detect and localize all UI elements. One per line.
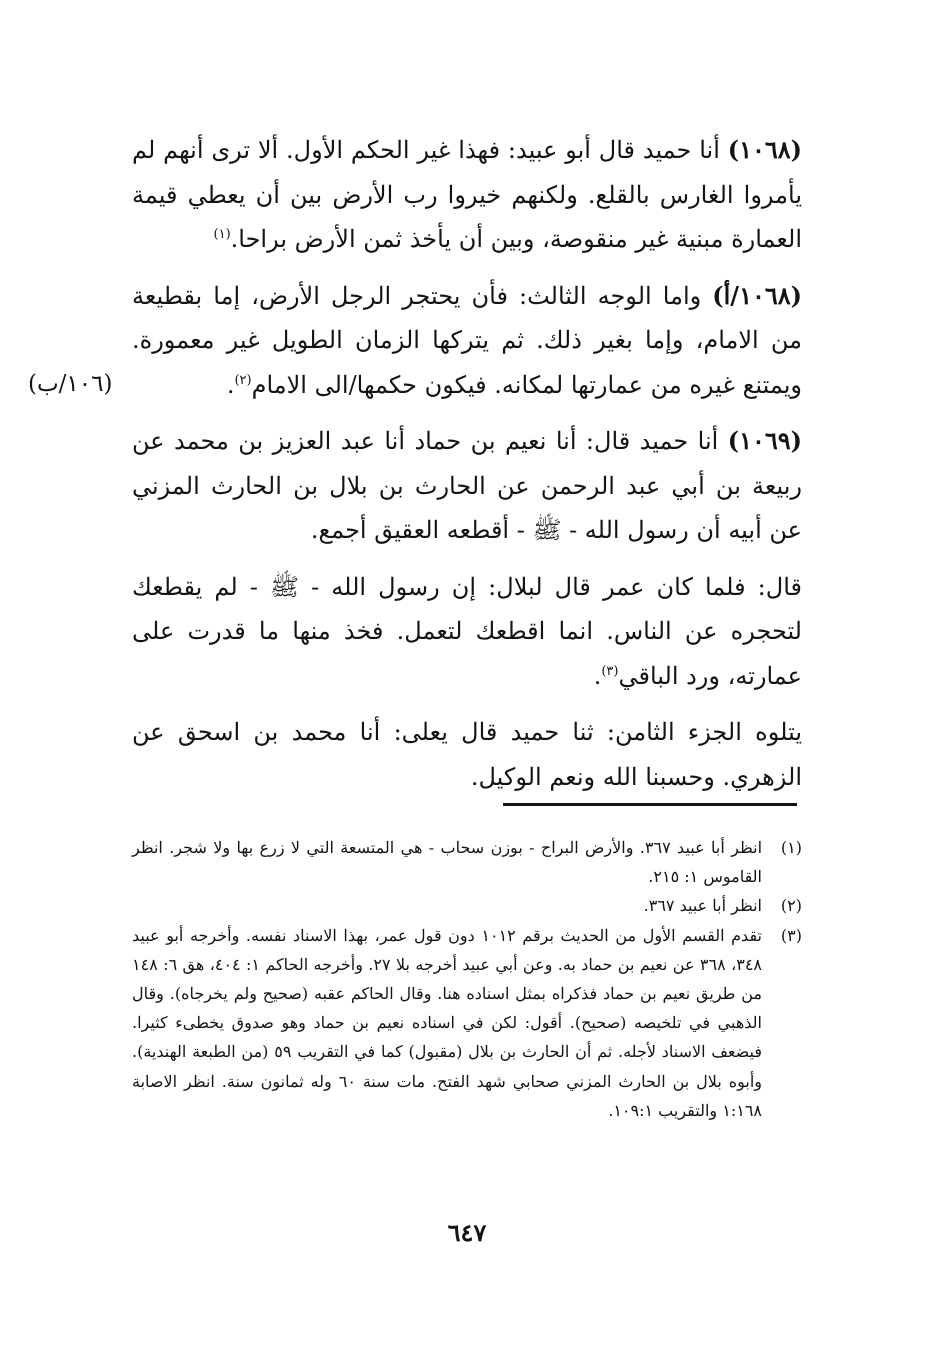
paragraph-text: أنا حميد قال أبو عبيد: فهذا غير الحكم الأول. ألا ترى أنهم لم يأمروا الغارس بالقلع. ولكنهم خيروا رب الأرض بين أن يعطي قيمة العمارة مبنية غير منقوصة، وبين أن يأخذ ثمن الأرض براحا. <box>132 136 802 253</box>
paragraph-end: . <box>226 370 235 399</box>
paragraph-umar <box>132 565 802 699</box>
page-number: ٦٤٧ <box>447 1218 487 1247</box>
paragraph-text: قال: فلما كان عمر قال لبلال: إن رسول الله - ﷺ - لم يقطعك لتحجره عن الناس. انما اقطعك لتعمل. فخذ منها ما قدرت على عمارته، ورد الباقي <box>132 572 802 690</box>
footnote-mark: (٢) <box>780 896 802 916</box>
paragraph-1069 <box>132 419 802 553</box>
footnote-1 <box>132 833 802 891</box>
footnote-ref: (٣) <box>601 663 619 679</box>
footnote-mark: (١) <box>780 838 802 857</box>
footnote-divider <box>503 803 797 806</box>
footnotes <box>132 833 802 1125</box>
footnote-text: تقدم القسم الأول من الحديث برقم ١٠١٢ دون قول عمر، بهذا الاسناد نفسه. وأخرجه أبو عبيد ٣٤٨، ٣٦٨ عن نعيم بن حماد به. وعن أبي عبيد أخرجه بلا ٢٧. وأخرجه الحاكم ١: ٤٠٤، هق ٦: ١٤٨ من طريق نعيم بن حماد فذكراه بمثل اسناده هنا. وقال الحاكم عقبه (صحيح ولم يخرجاه). وقال الذهبي في تلخيصه (صحيح). أقول: لكن في اسناده نعيم بن حماد وهو صدوق يخطىء كثيرا. فيضعف الاسناد لأجله. ثم أن الحارث بن بلال (مقبول) كما في التقريب ٥٩ (من الطبعة الهندية). وأبوه بلال بن الحارث المزني صحابي شهد الفتح. مات سنة ٦٠ وله ثمانون سنة. انظر الاصابة ١:١٦٨ والتقريب ١٠٩:١. <box>132 925 763 1120</box>
footnote-text: انظر أبا عبيد ٣٦٧. <box>643 896 762 916</box>
footnote-3 <box>132 921 802 1125</box>
paragraph-1068a <box>132 274 802 408</box>
margin-folio-note: (١٠٦/ب) <box>28 371 113 397</box>
footnote-ref: (٢) <box>234 372 252 388</box>
footnote-mark: (٣) <box>780 925 802 945</box>
paragraph-1068 <box>132 128 802 262</box>
paragraph-colophon <box>132 710 802 799</box>
paragraph-text: يتلوه الجزء الثامن: ثنا حميد قال يعلى: أنا محمد بن اسحق عن الزهري. وحسبنا الله ونعم الوكيل. <box>132 718 802 791</box>
footnote-ref: (١) <box>213 227 231 242</box>
main-text <box>132 128 802 811</box>
paragraph-text: أنا حميد قال: أنا نعيم بن حماد أنا عبد العزيز بن محمد عن ربيعة بن أبي عبد الرحمن عن الحارث بن بلال بن الحارث المزني عن أبيه أن رسول الله - ﷺ - أقطعه العقيق أجمع. <box>132 427 802 544</box>
footnote-2 <box>132 891 802 920</box>
paragraph-end: . <box>593 661 602 690</box>
paragraph-text: واما الوجه الثالث: فأن يحتجر الرجل الأرض، إما بقطيعة من الامام، وإما بغير ذلك. ثم يتركها الزمان الطويل غير معمورة. ويمتنع غيره من عمارتها لمكانه. فيكون حكمها/الى الامام <box>132 281 802 399</box>
hadith-number: (١٠٦٨/أ) <box>712 280 802 310</box>
hadith-number: (١٠٦٨) <box>727 135 802 164</box>
footnote-text: انظر أبا عبيد ٣٦٧. والأرض البراح - بوزن سحاب - هي المتسعة التي لا زرع بها ولا شجر. انظر القاموس ١: ٢١٥. <box>132 838 763 887</box>
hadith-number: (١٠٦٩) <box>727 426 802 455</box>
